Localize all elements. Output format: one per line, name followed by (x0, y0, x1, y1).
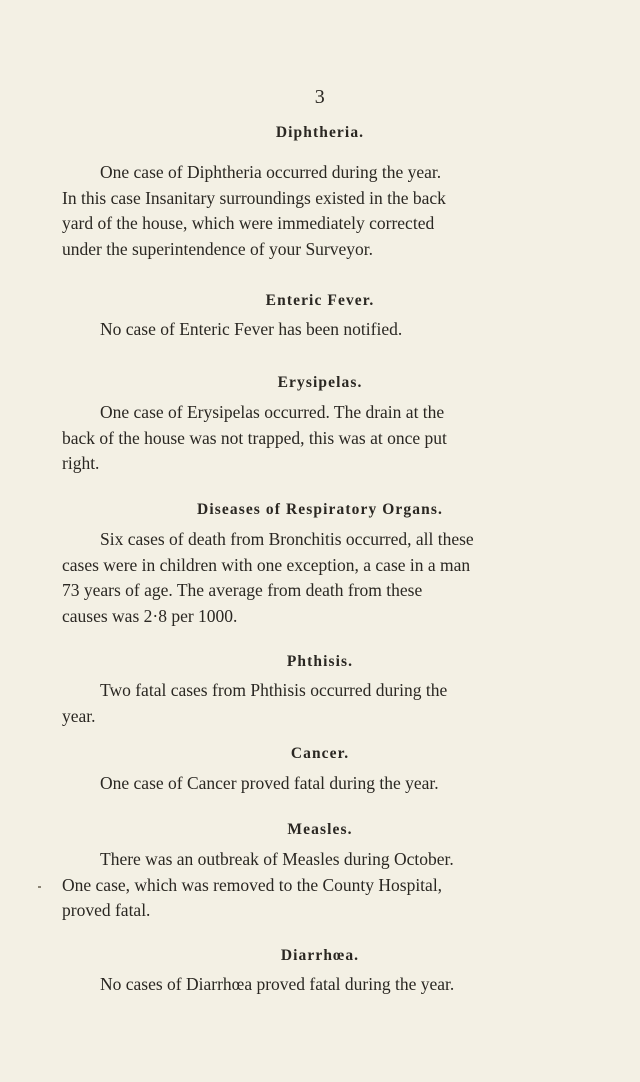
heading-measles: Measles. (287, 821, 353, 838)
paragraph-line: One case, which was removed to the County Hospital, (62, 874, 443, 895)
heading-diarrhoea: Diarrhœa. (280, 947, 360, 964)
paragraph-line: Two fatal cases from Phthisis occurred during the (100, 680, 448, 700)
paragraph-cancer (62, 771, 554, 797)
paragraph-line: proved fatal. (62, 900, 151, 920)
paper-speck (38, 886, 41, 888)
heading-diphtheria: Diphtheria. (275, 124, 365, 141)
paragraph-measles (62, 847, 554, 924)
paragraph-line: One case of Erysipelas occurred. The drain at the (100, 402, 445, 422)
paragraph-line: right. (62, 453, 100, 473)
paragraph-line: Six cases of death from Bronchitis occurred, all these (100, 529, 474, 549)
paragraph-line: One case of Cancer proved fatal during the year. (100, 773, 439, 793)
paragraph-line: One case of Diphtheria occurred during the year. (100, 162, 442, 182)
heading-cancer: Cancer. (290, 745, 350, 762)
paragraph-line: cases were in children with one exception, a case in a man (62, 554, 471, 575)
paragraph-line: year. (62, 705, 96, 726)
paragraph-line: No cases of Diarrhœa proved fatal during the year. (100, 974, 455, 994)
paragraph-line: under the superintendence of your Surveyor. (62, 238, 374, 259)
paragraph-line: yard of the house, which were immediately corrected (62, 213, 435, 233)
heading-erysipelas: Erysipelas. (277, 374, 363, 391)
paragraph-line: In this case Insanitary surroundings existed in the back (62, 187, 446, 208)
paragraph-line: There was an outbreak of Measles during October. (100, 849, 454, 869)
paragraph-diphtheria (62, 160, 554, 262)
heading-respiratory-organs: Diseases of Respiratory Organs. (197, 501, 443, 518)
paragraph-line: No case of Enteric Fever has been notified. (100, 319, 403, 339)
paragraph-enteric-fever (62, 317, 554, 343)
heading-enteric-fever: Enteric Fever. (265, 292, 375, 309)
paragraph-respiratory-organs (62, 527, 554, 629)
paragraph-line: back of the house was not trapped, this was at once put (62, 427, 447, 448)
paragraph-line: causes was 2·8 per 1000. (62, 605, 238, 626)
page-number: 3 (314, 86, 326, 108)
heading-phthisis: Phthisis. (286, 653, 354, 670)
paragraph-erysipelas (62, 400, 554, 477)
paragraph-diarrhoea (62, 972, 554, 998)
paragraph-line: 73 years of age. The average from death from these (62, 580, 423, 600)
paragraph-phthisis (62, 678, 554, 729)
